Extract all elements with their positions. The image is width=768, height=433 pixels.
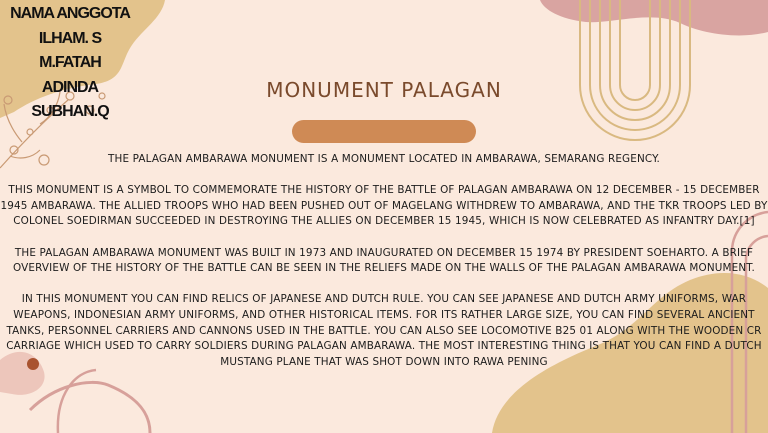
member-list-heading: NAMA ANGGOTA [10,5,130,22]
paragraph: THE PALAGAN AMBARAWA MONUMENT IS A MONUMENT LOCATED IN AMBARAWA, SEMARANG REGENCY. [108,153,660,165]
pink-blob-top-right [540,0,768,35]
member-name: SUBHAN.Q [31,103,109,120]
pink-arch-bottom-left [30,382,150,433]
slide-title: MONUMENT PALAGAN [266,78,502,102]
paragraph: IN THIS MONUMENT YOU CAN FIND RELICS OF JAPANESE AND DUTCH RULE. YOU CAN SEE JAPANESE AND DUTCH ARMY UNIFORMS, WAR WEAPONS, INDONESIAN ARMY UNIFORMS, AND OTHER HISTORICAL ITEMS. FOR ITS RATHER LARGE SIZE, YOU CAN FIND SEVERAL ANCIENT TANKS, PERSONNEL CARRIERS AND CANNONS USED IN THE BATTLE. YOU CAN ALSO SEE LOCOMOTIVE B25 01 ALONG WITH THE WOODEN CR CARRIAGE WHICH USED TO CARRY SOLDIERS DURING PALAGAN AMBARAWA. THE MOST INTERESTING THING IS THAT YOU CAN FIND A DUTCH MUSTANG PLANE THAT WAS SHOT DOWN INTO RAWA PENING [6,293,762,368]
member-name: ADINDA [41,78,99,96]
paragraph: THE PALAGAN AMBARAWA MONUMENT WAS BUILT IN 1973 AND INAUGURATED ON DECEMBER 15 1974 BY PRESIDENT SOEHARTO. A BRIEF OVERVIEW OF THE HISTORY OF THE BATTLE CAN BE SEEN IN THE RELIEFS MADE ON THE WALLS OF THE PALAGAN AMBARAWA MONUMENT. [12,246,755,275]
member-name: ILHAM. S [38,29,102,47]
member-name: M.FATAH [39,54,101,71]
paragraph: THIS MONUMENT IS A SYMBOL TO COMMEMORATE THE HISTORY OF THE BATTLE OF PALAGAN AMBARAWA ON 12 DECEMBER - 15 DECEMBER 1945 AMBARAWA. THE ALLIED TROOPS WHO HAD BEEN PUSHED OUT OF MAGELANG WITHDREW TO AMBARAWA, AND THE TKR TROOPS LED BY COLONEL SOEDIRMAN SUCCEEDED IN DESTROYING THE ALLIES ON DECEMBER 15 1945, WHICH IS NOW CELEBRATED AS INFANTRY DAY.[1] [0,184,768,228]
title-underline-bar [292,120,476,143]
body-text [0,152,768,386]
member-list [0,2,140,125]
